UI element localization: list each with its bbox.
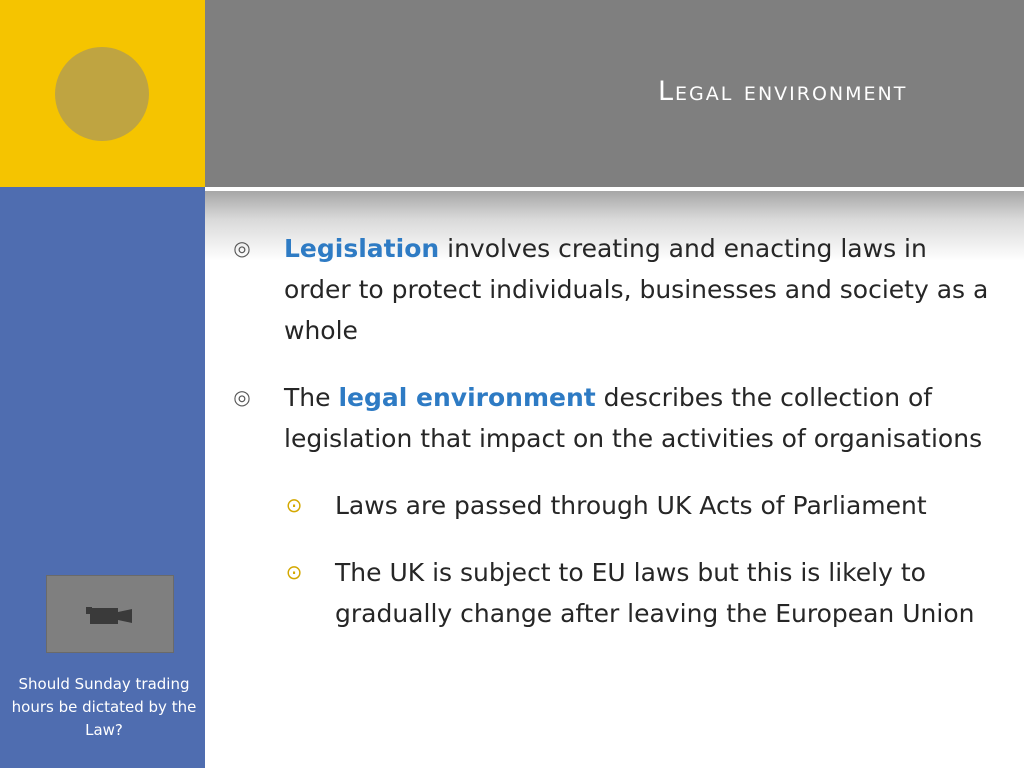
target-bullet-icon: ⊙ xyxy=(285,493,303,517)
sub-bullet-eu-laws xyxy=(230,552,1000,634)
bullet-text: involves creating and enacting laws in order to protect individuals, businesses and society as a whole xyxy=(284,234,989,345)
highlight-term: legal environment xyxy=(338,383,596,412)
video-caption: Should Sunday trading hours be dictated by the Law? xyxy=(11,675,197,739)
bullet-legislation xyxy=(230,228,1000,351)
slide-content xyxy=(230,228,1000,660)
slide-title: Legal environment xyxy=(658,76,908,107)
circle-bullet-icon: ◎ xyxy=(233,236,251,260)
sub-bullet-acts-of-parliament xyxy=(230,485,1000,526)
target-bullet-icon: ⊙ xyxy=(285,560,303,584)
video-camera-icon xyxy=(86,606,134,626)
sub-bullet-text: Laws are passed through UK Acts of Parliament xyxy=(335,491,927,520)
embedded-video[interactable] xyxy=(46,575,174,653)
circle-bullet-icon: ◎ xyxy=(233,385,251,409)
bullet-prefix: The xyxy=(284,383,339,412)
decorative-circle xyxy=(55,47,149,141)
sub-bullet-text: The UK is subject to EU laws but this is likely to gradually change after leaving the European Union xyxy=(335,558,975,628)
highlight-term: Legislation xyxy=(284,234,440,263)
bullet-legal-environment xyxy=(230,377,1000,459)
bullet-text: describes the collection of legislation that impact on the activities of organisations xyxy=(284,383,983,453)
